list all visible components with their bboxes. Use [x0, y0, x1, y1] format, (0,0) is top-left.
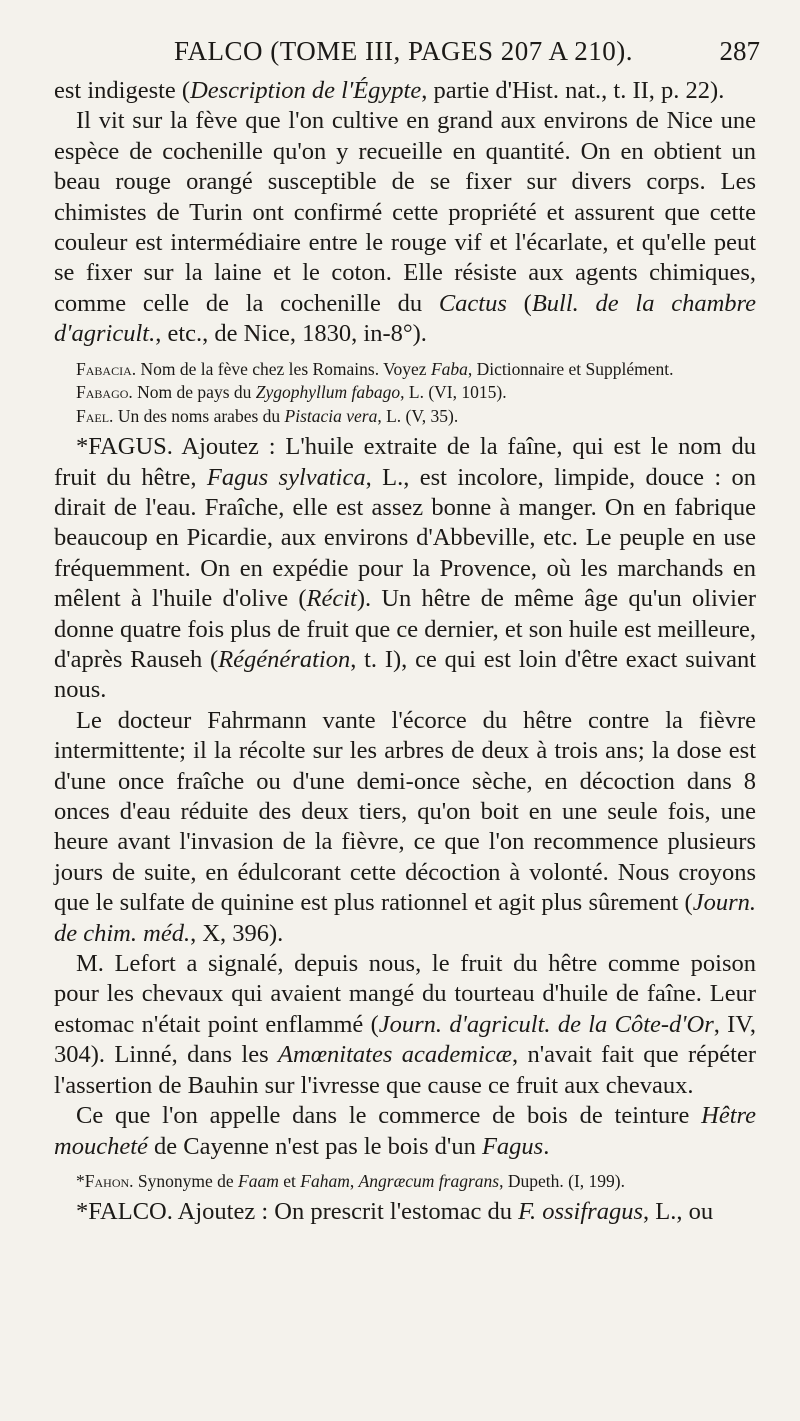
cross-reference: Faba: [430, 358, 468, 379]
species-name: Zygophyllum fabago: [255, 382, 401, 403]
species-name: Angræcum fragrans: [358, 1170, 500, 1191]
text-run: Ce que l'on appelle dans le commerce de bois de teinture: [76, 1102, 702, 1130]
text-run: , L., ou: [642, 1198, 714, 1226]
text-run: , etc., de Nice, 1830, in-8°).: [155, 320, 427, 348]
entry-headword: Fael.: [76, 405, 114, 426]
entry-fagus: [54, 432, 756, 706]
text-run: Il vit sur la fève que l'on cultive en grand aux environs de Nice une espèce de cochenille qu'on y recueille en quantité. On en obtient un beau rouge orangé susceptible de se fixer sur divers corps. Les chimistes de Turin ont confirmé cette propriété et assurent que cette couleur est intermédiaire entre le rouge vif et l'écarlate, et qu'elle peut se fixer sur la laine et le coton. Elle résiste aux agents chimiques, comme celle de la cochenille du: [54, 107, 756, 317]
text-run: , X, 396).: [190, 919, 284, 947]
species-name: F. ossifragus: [518, 1198, 643, 1226]
citation-title: Amœnitates academicæ: [278, 1041, 512, 1069]
small-entries-block-1: [54, 358, 756, 429]
citation-title: Journ. d'agricult. de la Côte-d'Or: [378, 1010, 714, 1038]
text-run: *FAGUS. Ajoutez : L'huile extraite de la faîne, qui est le nom du fruit du hêtre,: [54, 433, 756, 491]
entry-fabago: [54, 381, 756, 405]
text-run: M. Lefort a signalé, depuis nous, le fruit du hêtre comme poison pour les chevaux qui avaient mangé du tourteau d'huile de faîne. Leur estomac n'était point enflammé (: [54, 950, 756, 1038]
entry-headword: Fabago.: [76, 382, 133, 403]
citation-title: Bull. de la chambre d'agricult.: [54, 289, 757, 348]
text-run: Synonyme de: [133, 1170, 239, 1191]
text-run: , Dupeth. (I, 199).: [499, 1170, 625, 1191]
text-run: , L., est incolore, limpide, douce : on dirait de l'eau. Fraîche, elle est assez bonne à manger. On en fabrique beaucoup en Picardie, aux environs d'Abbeville, etc. Le peuple en use fréquemment. On en expédie pour la Provence, où les marchands en mêlent à l'huile d'olive (: [54, 463, 757, 613]
species-name: Faham: [300, 1170, 350, 1191]
text-run: , n'avait fait que répéter l'assertion de Bauhin sur l'ivresse que cause ce fruit aux chevaux.: [54, 1041, 757, 1099]
citation-title: Récit: [306, 585, 357, 613]
text-run: ,: [349, 1170, 359, 1191]
text-run: de Cayenne n'est pas le bois d'un: [147, 1132, 482, 1160]
entry-headword: Fabacia.: [76, 358, 137, 379]
text-run: , partie d'Hist. nat., t. II, p. 22).: [421, 77, 725, 104]
paragraph-cochenille: [54, 106, 756, 349]
text-run: Un des noms arabes du: [113, 405, 285, 426]
paragraph-continuation: [54, 76, 756, 106]
paragraph-cayenne: [54, 1101, 756, 1162]
entry-falco: [54, 1197, 756, 1227]
species-name: Faam: [238, 1170, 279, 1191]
species-name: Pistacia vera: [284, 405, 378, 426]
entry-fabacia: [54, 358, 756, 382]
text-run: , L. (VI, 1015).: [400, 382, 507, 403]
page-number: 287: [719, 36, 760, 66]
text-run: , Dictionnaire et Supplément.: [467, 358, 674, 379]
entry-fael: [54, 405, 756, 429]
citation-title: Régénération: [218, 646, 351, 673]
text-run: , L. (V, 35).: [377, 405, 459, 426]
species-name: Cactus: [438, 289, 507, 317]
species-name: Fagus sylvatica: [206, 463, 366, 491]
page-body: [54, 76, 756, 1228]
text-run: Le docteur Fahrmann vante l'écorce du hêtre contre la fièvre intermittente; il la récolte sur les arbres de deux à trois ans; la dose est d'une once fraîche ou d'une demi-once sèche, en décoction dans 8 onces d'eau réduite des deux tiers, qu'on boit en une seule fois, une heure avant l'invasion de la fièvre, ce que l'on recommence plusieurs jours de suite, en édulcorant cette décoction à volonté. Nous croyons que le sulfate de quinine est plus rationnel et agit plus sûrement (: [54, 706, 756, 917]
text-run: , t. I), ce qui est loin d'être exact suivant nous.: [54, 646, 757, 704]
text-run: , IV, 304). Linné, dans les: [54, 1010, 756, 1069]
species-name: Fagus: [481, 1132, 544, 1160]
text-run: .: [543, 1132, 550, 1160]
text-run: Nom de pays du: [132, 382, 256, 403]
text-run: *FALCO. Ajoutez : On prescrit l'estomac du: [76, 1198, 519, 1226]
text-run: (: [506, 289, 532, 317]
entry-fahon: [54, 1170, 756, 1194]
trade-name: Hêtre moucheté: [54, 1102, 756, 1160]
text-run: Nom de la fève chez les Romains. Voyez: [136, 358, 431, 379]
small-entries-block-2: [54, 1170, 756, 1194]
paragraph-lefort: [54, 949, 756, 1101]
entry-headword: *Fahon.: [76, 1170, 134, 1191]
citation-title: Journ. de chim. méd.: [54, 889, 756, 947]
text-run: ). Un hêtre de même âge qu'un olivier donne quatre fois plus de fruit que ce dernier, et son huile est meilleure, d'après Rauseh (: [54, 585, 756, 673]
text-run: et: [278, 1170, 301, 1191]
citation-title: Description de l'Égypte: [190, 77, 422, 104]
running-header: [54, 36, 760, 76]
text-run: est indigeste (: [54, 77, 191, 104]
paragraph-fahrmann: [54, 706, 756, 949]
running-title: FALCO (TOME III, PAGES 207 A 210).: [174, 36, 634, 66]
